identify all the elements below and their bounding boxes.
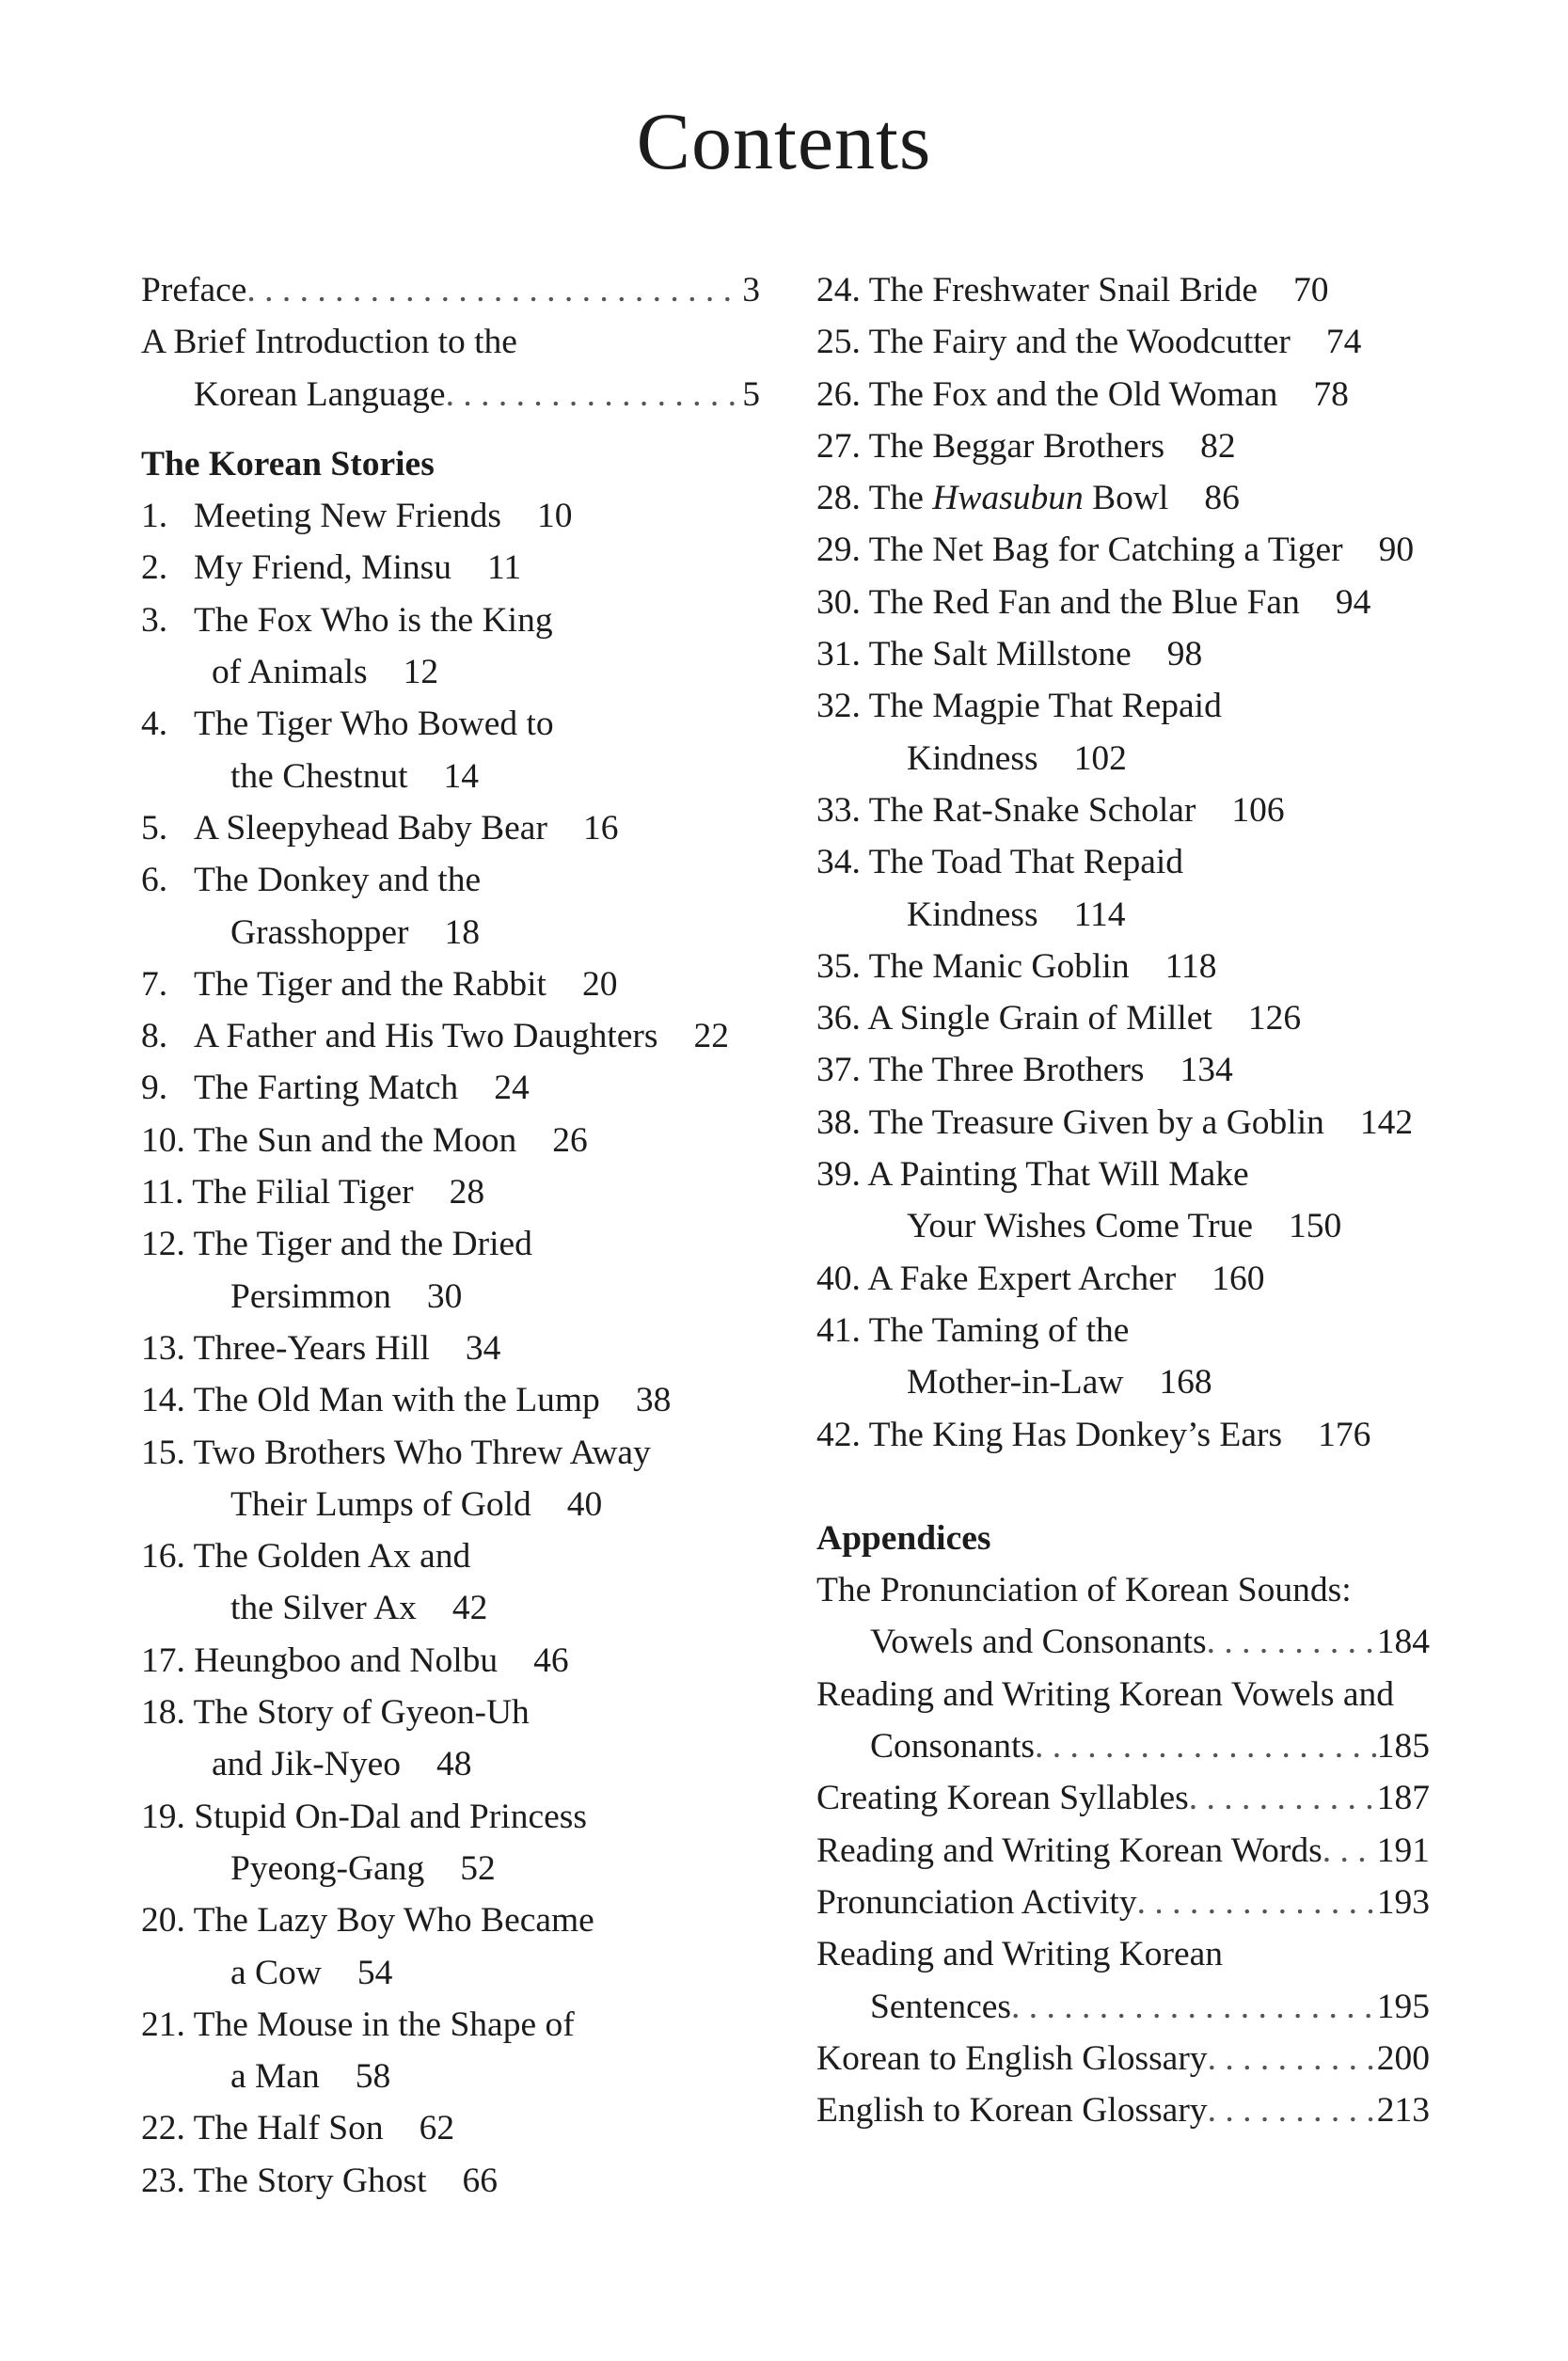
dot-leader — [1208, 2084, 1377, 2136]
entry-title: The Fox Who is the King — [194, 600, 553, 640]
story-number: 12. — [141, 1225, 185, 1264]
toc-entry-story-cont[interactable] — [141, 1843, 760, 1894]
story-number: 36. — [816, 999, 861, 1038]
entry-page: 134 — [1180, 1051, 1233, 1090]
toc-entry-story-cont[interactable] — [141, 751, 760, 802]
story-number: 30. — [816, 582, 861, 622]
entry-title: English to Korean Glossary — [816, 2091, 1208, 2131]
entry-title: The Tiger Who Bowed to — [194, 705, 554, 744]
entry-title: Reading and Writing Korean Vowels and — [816, 1674, 1395, 1714]
entry-title: The Net Bag for Catching a Tiger — [868, 531, 1343, 570]
toc-entry-appendix-cont[interactable] — [816, 1720, 1430, 1772]
entry-title: A Single Grain of Millet — [867, 999, 1212, 1038]
toc-entry-story[interactable] — [141, 1791, 760, 1843]
toc-entry-story-cont[interactable] — [141, 1738, 760, 1790]
story-number: 35. — [816, 946, 861, 986]
toc-entry-story[interactable] — [141, 1687, 760, 1738]
toc-entry-story-cont[interactable] — [141, 1271, 760, 1323]
toc-entry-appendix[interactable] — [816, 2084, 1430, 2136]
entry-page: 5 — [742, 374, 760, 414]
entry-title: Reading and Writing Korean — [816, 1935, 1224, 1974]
toc-entry-story[interactable] — [141, 1062, 760, 1114]
toc-entry-story[interactable] — [816, 577, 1430, 628]
entry-title: The Toad That Repaid — [868, 843, 1184, 882]
story-number: 4. — [141, 705, 168, 744]
toc-entry-story[interactable] — [816, 1097, 1430, 1149]
entry-title: The Story of Gyeon-Uh — [193, 1693, 530, 1733]
entry-title: Creating Korean Syllables — [816, 1779, 1189, 1818]
story-number: 31. — [816, 635, 861, 674]
story-number: 24. — [816, 271, 861, 309]
story-number: 13. — [141, 1328, 185, 1368]
entry-page: 168 — [1159, 1363, 1212, 1402]
entry-page: 20 — [581, 964, 618, 1004]
dot-leader — [1208, 2033, 1377, 2084]
entry-page: 66 — [462, 2161, 498, 2200]
entry-title: Meeting New Friends — [194, 497, 502, 536]
entry-title-cont: Mother-in-Law — [907, 1363, 1124, 1402]
toc-entry-story-cont[interactable] — [816, 1200, 1430, 1252]
entry-page: 102 — [1073, 738, 1127, 778]
entry-title: Three-Years Hill — [193, 1328, 430, 1368]
entry-title: The — [868, 479, 933, 518]
entry-page: 193 — [1376, 1882, 1430, 1922]
entry-title-cont: Pyeong-Gang — [230, 1848, 425, 1888]
entry-page: 3 — [742, 271, 760, 309]
stories-list-right — [816, 264, 1430, 1461]
entry-title-cont: a Man — [230, 2057, 320, 2097]
entry-page: 18 — [444, 912, 481, 952]
toc-entry-story[interactable] — [816, 524, 1430, 576]
entry-title-cont: Vowels and Consonants — [870, 1623, 1207, 1662]
entry-page: 14 — [443, 756, 480, 796]
entry-page: 106 — [1231, 790, 1285, 830]
story-number: 20. — [141, 1901, 185, 1941]
entry-title-italic: Hwasubun — [932, 479, 1084, 518]
entry-title: The Treasure Given by a Goblin — [868, 1102, 1324, 1142]
entry-page: 187 — [1376, 1779, 1430, 1818]
story-number: 17. — [141, 1640, 185, 1680]
entry-title: The Tiger and the Dried — [193, 1225, 532, 1264]
toc-entry-appendix[interactable] — [816, 1564, 1430, 1616]
entry-page: 176 — [1318, 1415, 1371, 1454]
toc-entry-story-cont[interactable] — [141, 1947, 760, 1999]
entry-page: 38 — [635, 1381, 672, 1420]
story-number: 11. — [141, 1173, 184, 1212]
entry-title: The Donkey and the — [194, 861, 482, 900]
entry-title: Reading and Writing Korean Words — [816, 1830, 1323, 1870]
toc-entry-preface[interactable] — [141, 264, 760, 316]
entry-page: 42 — [451, 1589, 488, 1628]
entry-page: 191 — [1376, 1830, 1430, 1870]
entry-title: The Fairy and the Woodcutter — [868, 323, 1291, 362]
story-number: 38. — [816, 1102, 861, 1142]
entry-page: 22 — [693, 1017, 729, 1056]
dot-leader — [1137, 1877, 1377, 1928]
entry-page: 24 — [494, 1069, 530, 1108]
toc-entry-appendix[interactable] — [816, 1825, 1430, 1877]
toc-entry-appendix[interactable] — [816, 2033, 1430, 2084]
toc-entry-story-cont[interactable] — [141, 1479, 760, 1530]
dot-leader — [1011, 1981, 1377, 2033]
section-heading-stories: The Korean Stories — [141, 444, 435, 483]
entry-title-cont: Their Lumps of Gold — [230, 1484, 531, 1524]
dot-leader — [1207, 1616, 1377, 1668]
entry-title: The Red Fan and the Blue Fan — [868, 582, 1300, 622]
entry-page: 12 — [403, 653, 439, 692]
entry-title: The Taming of the — [868, 1310, 1130, 1350]
entry-title: Korean to English Glossary — [816, 2038, 1208, 2078]
entry-page: 213 — [1376, 2091, 1430, 2131]
entry-title: The Sun and the Moon — [193, 1120, 517, 1160]
story-number: 3. — [141, 600, 168, 640]
entry-title-cont: Consonants — [870, 1727, 1036, 1767]
entry-title: A Father and His Two Daughters — [194, 1017, 658, 1056]
entry-title-cont: the Chestnut — [230, 756, 408, 796]
entry-title-cont: Korean Language — [194, 374, 446, 414]
entry-title: The Three Brothers — [868, 1051, 1145, 1090]
entry-page: 74 — [1325, 323, 1362, 362]
entry-page: 90 — [1378, 531, 1415, 570]
story-number: 28. — [816, 479, 861, 518]
entry-page: 28 — [449, 1173, 485, 1212]
toc-entry-story[interactable] — [141, 1999, 760, 2051]
entry-page: 160 — [1212, 1259, 1265, 1298]
story-number: 18. — [141, 1693, 185, 1733]
toc-entry-story[interactable] — [816, 369, 1430, 420]
entry-page: 86 — [1204, 479, 1240, 518]
story-number: 33. — [816, 790, 861, 830]
entry-title: The Story Ghost — [193, 2161, 427, 2200]
toc-entry-story[interactable] — [141, 1010, 760, 1062]
entry-title-cont: Sentences — [870, 1987, 1011, 2026]
entry-page: 54 — [356, 1953, 393, 1992]
entry-title: The Beggar Brothers — [868, 426, 1165, 466]
page-title: Contents — [636, 96, 932, 186]
dot-leader — [1035, 1720, 1377, 1772]
story-number: 8. — [141, 1017, 168, 1056]
toc-entry-appendix-cont[interactable] — [816, 1981, 1430, 2033]
toc-entry-story[interactable] — [816, 264, 1430, 316]
toc-left-column — [141, 264, 760, 2207]
entry-title: My Friend, Minsu — [194, 548, 451, 588]
entry-page: 26 — [552, 1120, 588, 1160]
story-number: 25. — [816, 323, 861, 362]
entry-title: The Magpie That Repaid — [868, 687, 1222, 726]
toc-entry-story-cont[interactable] — [141, 1582, 760, 1634]
entry-title: Bowl — [1083, 479, 1169, 518]
toc-entry-story[interactable] — [141, 2155, 760, 2207]
toc-entry-story[interactable] — [816, 1253, 1430, 1305]
toc-entry-story-cont[interactable] — [816, 889, 1430, 941]
toc-entry-appendix[interactable] — [816, 1877, 1430, 1928]
story-number: 22. — [141, 2109, 185, 2148]
toc-entry-story[interactable] — [816, 836, 1430, 888]
toc-entry-story[interactable] — [141, 1427, 760, 1479]
entry-page: 94 — [1335, 582, 1371, 622]
toc-entry-story[interactable] — [816, 472, 1430, 524]
toc-entry-story-cont[interactable] — [141, 646, 760, 698]
entry-title: The Pronunciation of Korean Sounds: — [816, 1571, 1352, 1610]
entry-title-cont: Grasshopper — [230, 912, 409, 952]
entry-page: 46 — [533, 1640, 569, 1680]
story-number: 29. — [816, 531, 861, 570]
entry-page: 62 — [419, 2109, 455, 2148]
entry-title-cont: the Silver Ax — [230, 1589, 417, 1628]
toc-entry-appendix[interactable] — [816, 1928, 1430, 1980]
entry-page: 52 — [460, 1848, 496, 1888]
toc-entry-story[interactable] — [816, 680, 1430, 732]
toc-entry-story-cont[interactable] — [141, 907, 760, 959]
entry-page: 184 — [1376, 1623, 1430, 1662]
toc-entry-story[interactable] — [816, 784, 1430, 836]
entry-title: The Salt Millstone — [868, 635, 1132, 674]
toc-entry-story-cont[interactable] — [141, 2051, 760, 2102]
toc-entry-story[interactable] — [816, 1044, 1430, 1096]
entry-page: 114 — [1073, 895, 1126, 934]
entry-title: The Rat-Snake Scholar — [868, 790, 1196, 830]
toc-entry-introduction[interactable] — [141, 316, 760, 368]
toc-entry-story-cont[interactable] — [816, 733, 1430, 784]
dot-leader — [1189, 1772, 1377, 1824]
toc-entry-story[interactable] — [816, 316, 1430, 368]
toc-entry-story[interactable] — [141, 542, 760, 594]
entry-title-cont: Kindness — [907, 738, 1038, 778]
entry-title: A Fake Expert Archer — [867, 1259, 1177, 1298]
story-number: 7. — [141, 964, 168, 1004]
section-heading-appendices: Appendices — [816, 1518, 991, 1558]
story-number: 27. — [816, 426, 861, 466]
story-number: 42. — [816, 1415, 861, 1454]
toc-entry-appendix[interactable] — [816, 1772, 1430, 1824]
toc-entry-story[interactable] — [816, 1305, 1430, 1356]
story-number: 6. — [141, 861, 168, 900]
entry-title: The Freshwater Snail Bride — [868, 271, 1259, 309]
entry-title: The Lazy Boy Who Became — [193, 1901, 594, 1941]
toc-entry-story[interactable] — [816, 628, 1430, 680]
entry-page: 82 — [1200, 426, 1236, 466]
toc-entry-story-cont[interactable] — [816, 1356, 1430, 1408]
entry-title: Two Brothers Who Threw Away — [193, 1433, 651, 1472]
entry-page: 185 — [1376, 1727, 1430, 1767]
story-number: 2. — [141, 548, 168, 588]
dot-leader — [446, 369, 743, 420]
entry-title: Heungboo and Nolbu — [194, 1640, 499, 1680]
toc-entry-story[interactable] — [141, 2102, 760, 2154]
toc-entry-story[interactable] — [141, 1530, 760, 1582]
story-number: 23. — [141, 2161, 185, 2200]
entry-title: Preface — [141, 271, 247, 309]
story-number: 41. — [816, 1310, 861, 1350]
toc-entry-story[interactable] — [141, 1374, 760, 1426]
entry-title-cont: a Cow — [230, 1953, 322, 1992]
entry-title: A Sleepyhead Baby Bear — [194, 808, 547, 848]
entry-title: The Filial Tiger — [192, 1173, 414, 1212]
entry-title-cont: Persimmon — [230, 1276, 391, 1316]
story-number: 19. — [141, 1797, 185, 1836]
entry-page: 78 — [1313, 374, 1349, 414]
appendices-list — [816, 1564, 1430, 2136]
story-number: 10. — [141, 1120, 185, 1160]
entry-page: 126 — [1247, 999, 1302, 1038]
toc-entry-story[interactable] — [816, 420, 1430, 472]
entry-title: The Farting Match — [194, 1069, 459, 1108]
toc-entry-story[interactable] — [141, 1218, 760, 1270]
stories-list-left — [141, 490, 760, 2207]
entry-title: A Painting That Will Make — [867, 1155, 1249, 1195]
toc-entry-story[interactable] — [141, 959, 760, 1010]
entry-title: A Brief Introduction to the — [141, 323, 517, 362]
entry-title: The Half Son — [193, 2109, 384, 2148]
entry-title: The King Has Donkey’s Ears — [868, 1415, 1283, 1454]
entry-page: 142 — [1359, 1102, 1414, 1142]
entry-title: The Fox and the Old Woman — [868, 374, 1278, 414]
entry-title: The Old Man with the Lump — [193, 1381, 600, 1420]
story-number: 15. — [141, 1433, 185, 1472]
entry-title-cont: of Animals — [212, 653, 368, 692]
entry-page: 98 — [1166, 635, 1203, 674]
entry-page: 10 — [537, 497, 573, 536]
story-number: 40. — [816, 1259, 861, 1298]
entry-page: 58 — [355, 2057, 391, 2097]
dot-leader — [246, 264, 742, 316]
toc-entry-story[interactable] — [816, 1149, 1430, 1200]
entry-title: Pronunciation Activity — [816, 1882, 1137, 1922]
story-number: 14. — [141, 1381, 185, 1420]
story-number: 32. — [816, 687, 861, 726]
entry-title: The Mouse in the Shape of — [193, 2004, 575, 2044]
toc-entry-story[interactable] — [816, 992, 1430, 1044]
toc-entry-story[interactable] — [141, 1166, 760, 1218]
toc-entry-story[interactable] — [141, 1635, 760, 1687]
toc-entry-story[interactable] — [816, 1409, 1430, 1461]
toc-entry-story[interactable] — [141, 1323, 760, 1374]
entry-page: 16 — [582, 808, 619, 848]
story-number: 34. — [816, 843, 861, 882]
entry-title: The Golden Ax and — [193, 1537, 471, 1577]
entry-title: The Manic Goblin — [868, 946, 1130, 986]
toc-entry-story[interactable] — [141, 698, 760, 750]
entry-title-cont: Your Wishes Come True — [907, 1207, 1254, 1246]
story-number: 16. — [141, 1537, 185, 1577]
entry-page: 40 — [566, 1484, 603, 1524]
story-number: 26. — [816, 374, 861, 414]
toc-entry-appendix[interactable] — [816, 1669, 1430, 1720]
entry-page: 70 — [1293, 271, 1329, 309]
toc-entry-story[interactable] — [141, 594, 760, 646]
toc-entry-story[interactable] — [141, 490, 760, 542]
toc-entry-story[interactable] — [141, 1115, 760, 1166]
story-number: 37. — [816, 1051, 861, 1090]
entry-page: 30 — [426, 1276, 463, 1316]
entry-page: 200 — [1376, 2038, 1430, 2078]
entry-title-cont: and Jik-Nyeo — [212, 1745, 401, 1784]
story-number: 1. — [141, 497, 168, 536]
toc-entry-story[interactable] — [141, 802, 760, 854]
toc-entry-appendix-cont[interactable] — [816, 1616, 1430, 1668]
story-number: 39. — [816, 1155, 861, 1195]
toc-right-column — [816, 264, 1430, 2136]
entry-page: 48 — [436, 1745, 472, 1784]
story-number: 9. — [141, 1069, 168, 1108]
entry-page: 34 — [465, 1328, 501, 1368]
entry-title: Stupid On-Dal and Princess — [194, 1797, 587, 1836]
dot-leader — [1323, 1825, 1377, 1877]
entry-page: 150 — [1289, 1207, 1342, 1246]
story-number: 21. — [141, 2004, 185, 2044]
entry-title-cont: Kindness — [907, 895, 1038, 934]
toc-entry-story[interactable] — [141, 854, 760, 906]
toc-entry-story[interactable] — [141, 1894, 760, 1946]
toc-entry-introduction-cont[interactable] — [141, 369, 760, 420]
story-number: 5. — [141, 808, 168, 848]
entry-title: The Tiger and the Rabbit — [194, 964, 546, 1004]
entry-page: 118 — [1164, 946, 1217, 986]
entry-page: 195 — [1376, 1987, 1430, 2026]
entry-page: 11 — [486, 548, 522, 588]
toc-entry-story[interactable] — [816, 941, 1430, 992]
